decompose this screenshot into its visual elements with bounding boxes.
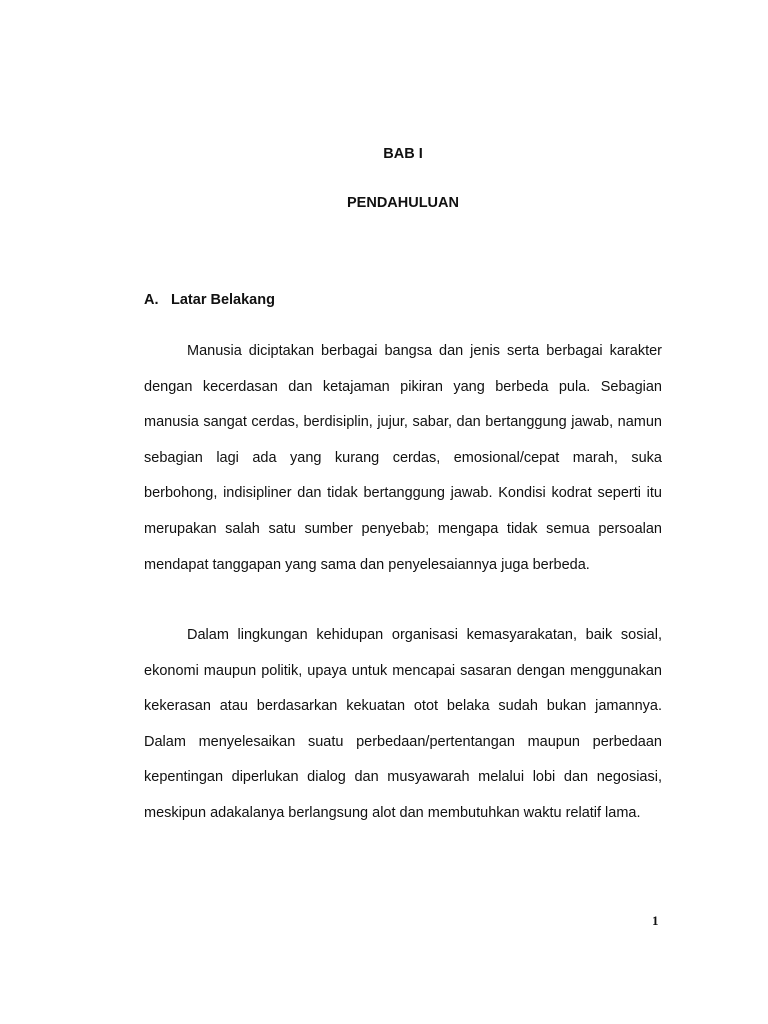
page-number: 1 <box>652 913 659 928</box>
paragraph: Dalam lingkungan kehidupan organisasi kemasyarakatan, baik sosial, ekonomi maupun politik, upaya untuk mencapai sasaran dengan menggunakan kekerasan atau berdasarkan kekuatan otot belaka sudah bukan jamannya. Dalam menyelesaikan suatu perbedaan/pertentangan maupun perbedaan kepentingan diperlukan dialog dan musyawarah melalui lobi dan negosiasi, meskipun adakalanya berlangsung alot dan membutuhkan waktu relatif lama. <box>144 627 662 821</box>
section-heading <box>144 292 275 308</box>
paragraph: Manusia diciptakan berbagai bangsa dan jenis serta berbagai karakter dengan kecerdasan dan ketajaman pikiran yang berbeda pula. Sebagian manusia sangat cerdas, berdisiplin, jujur, sabar, dan bertanggung jawab, namun sebagian lagi ada yang kurang cerdas, emosional/cepat marah, suka berbohong, indisipliner dan tidak bertanggung jawab. Kondisi kodrat seperti itu merupakan salah satu sumber penyebab; mengapa tidak semua persoalan mendapat tanggapan yang sama dan penyelesaiannya juga berbeda. <box>144 343 662 573</box>
section-title: Latar Belakang <box>171 292 275 308</box>
chapter-number: BAB I <box>383 146 423 162</box>
chapter-title: PENDAHULUAN <box>347 195 459 211</box>
section-letter: A. <box>144 292 159 308</box>
